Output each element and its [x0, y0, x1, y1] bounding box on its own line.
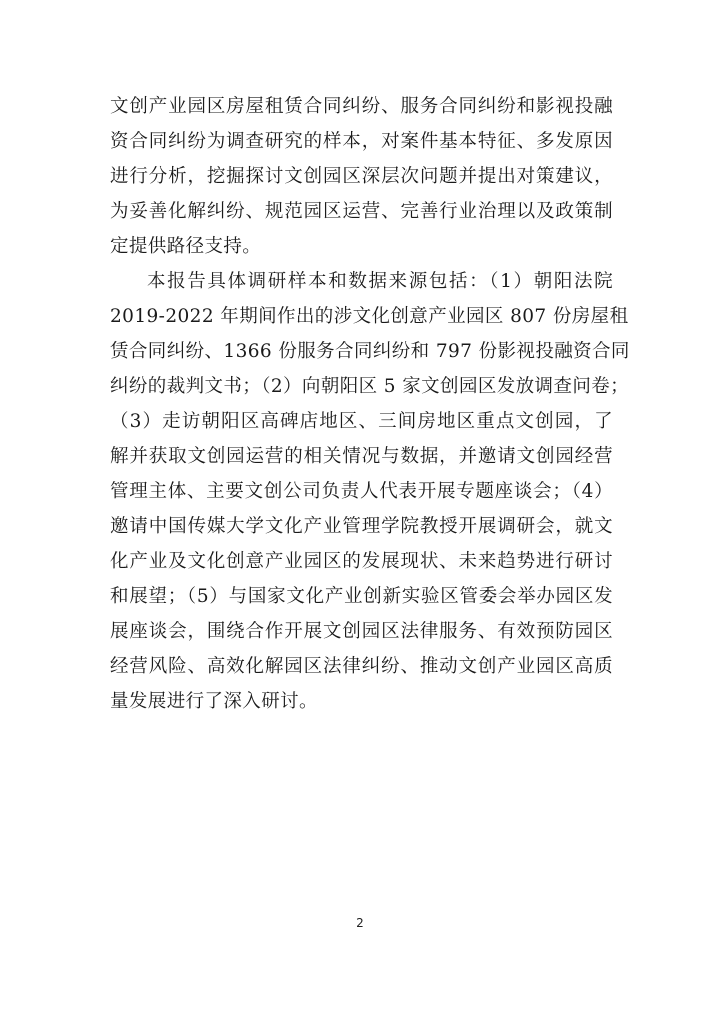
- text-line: 经营风险、高效化解园区法律纠纷、推动文创产业园区高质: [110, 656, 613, 677]
- text-line: 进行分析，挖掘探讨文创园区深层次问题并提出对策建议，: [110, 166, 613, 187]
- text-line: 纠纷的裁判文书；（2）向朝阳区 5 家文创园区发放调查问卷；: [110, 376, 630, 397]
- paragraph-data-sources: [110, 264, 630, 719]
- text-line: 定提供路径支持。: [110, 236, 262, 257]
- text-line: 2019-2022 年期间作出的涉文化创意产业园区 807 份房屋租: [110, 306, 629, 327]
- text-line: 邀请中国传媒大学文化产业管理学院教授开展调研会，就文: [110, 516, 613, 537]
- body-text: [110, 89, 630, 719]
- text-line: 文创产业园区房屋租赁合同纠纷、服务合同纠纷和影视投融: [110, 96, 613, 117]
- paragraph-intro-continuation: [110, 89, 613, 264]
- page-number: 2: [356, 916, 364, 930]
- text-line: 为妥善化解纠纷、规范园区运营、完善行业治理以及政策制: [110, 201, 613, 222]
- text-line: （3）走访朝阳区高碑店地区、三间房地区重点文创园，了: [110, 411, 613, 432]
- text-line: 资合同纠纷为调查研究的样本，对案件基本特征、多发原因: [110, 131, 613, 152]
- text-line: 管理主体、主要文创公司负责人代表开展专题座谈会；（4）: [110, 481, 613, 502]
- text-line: 化产业及文化创意产业园区的发展现状、未来趋势进行研讨: [110, 551, 613, 572]
- text-line: 量发展进行了深入研讨。: [110, 691, 318, 712]
- text-line: 本报告具体调研样本和数据来源包括：（1）朝阳法院: [147, 271, 613, 292]
- text-line: 赁合同纠纷、1366 份服务合同纠纷和 797 份影视投融资合同: [110, 341, 630, 362]
- text-line: 展座谈会，围绕合作开展文创园区法律服务、有效预防园区: [110, 621, 613, 642]
- text-line: 和展望；（5）与国家文化产业创新实验区管委会举办园区发: [110, 586, 613, 607]
- text-line: 解并获取文创园运营的相关情况与数据，并邀请文创园经营: [110, 446, 613, 467]
